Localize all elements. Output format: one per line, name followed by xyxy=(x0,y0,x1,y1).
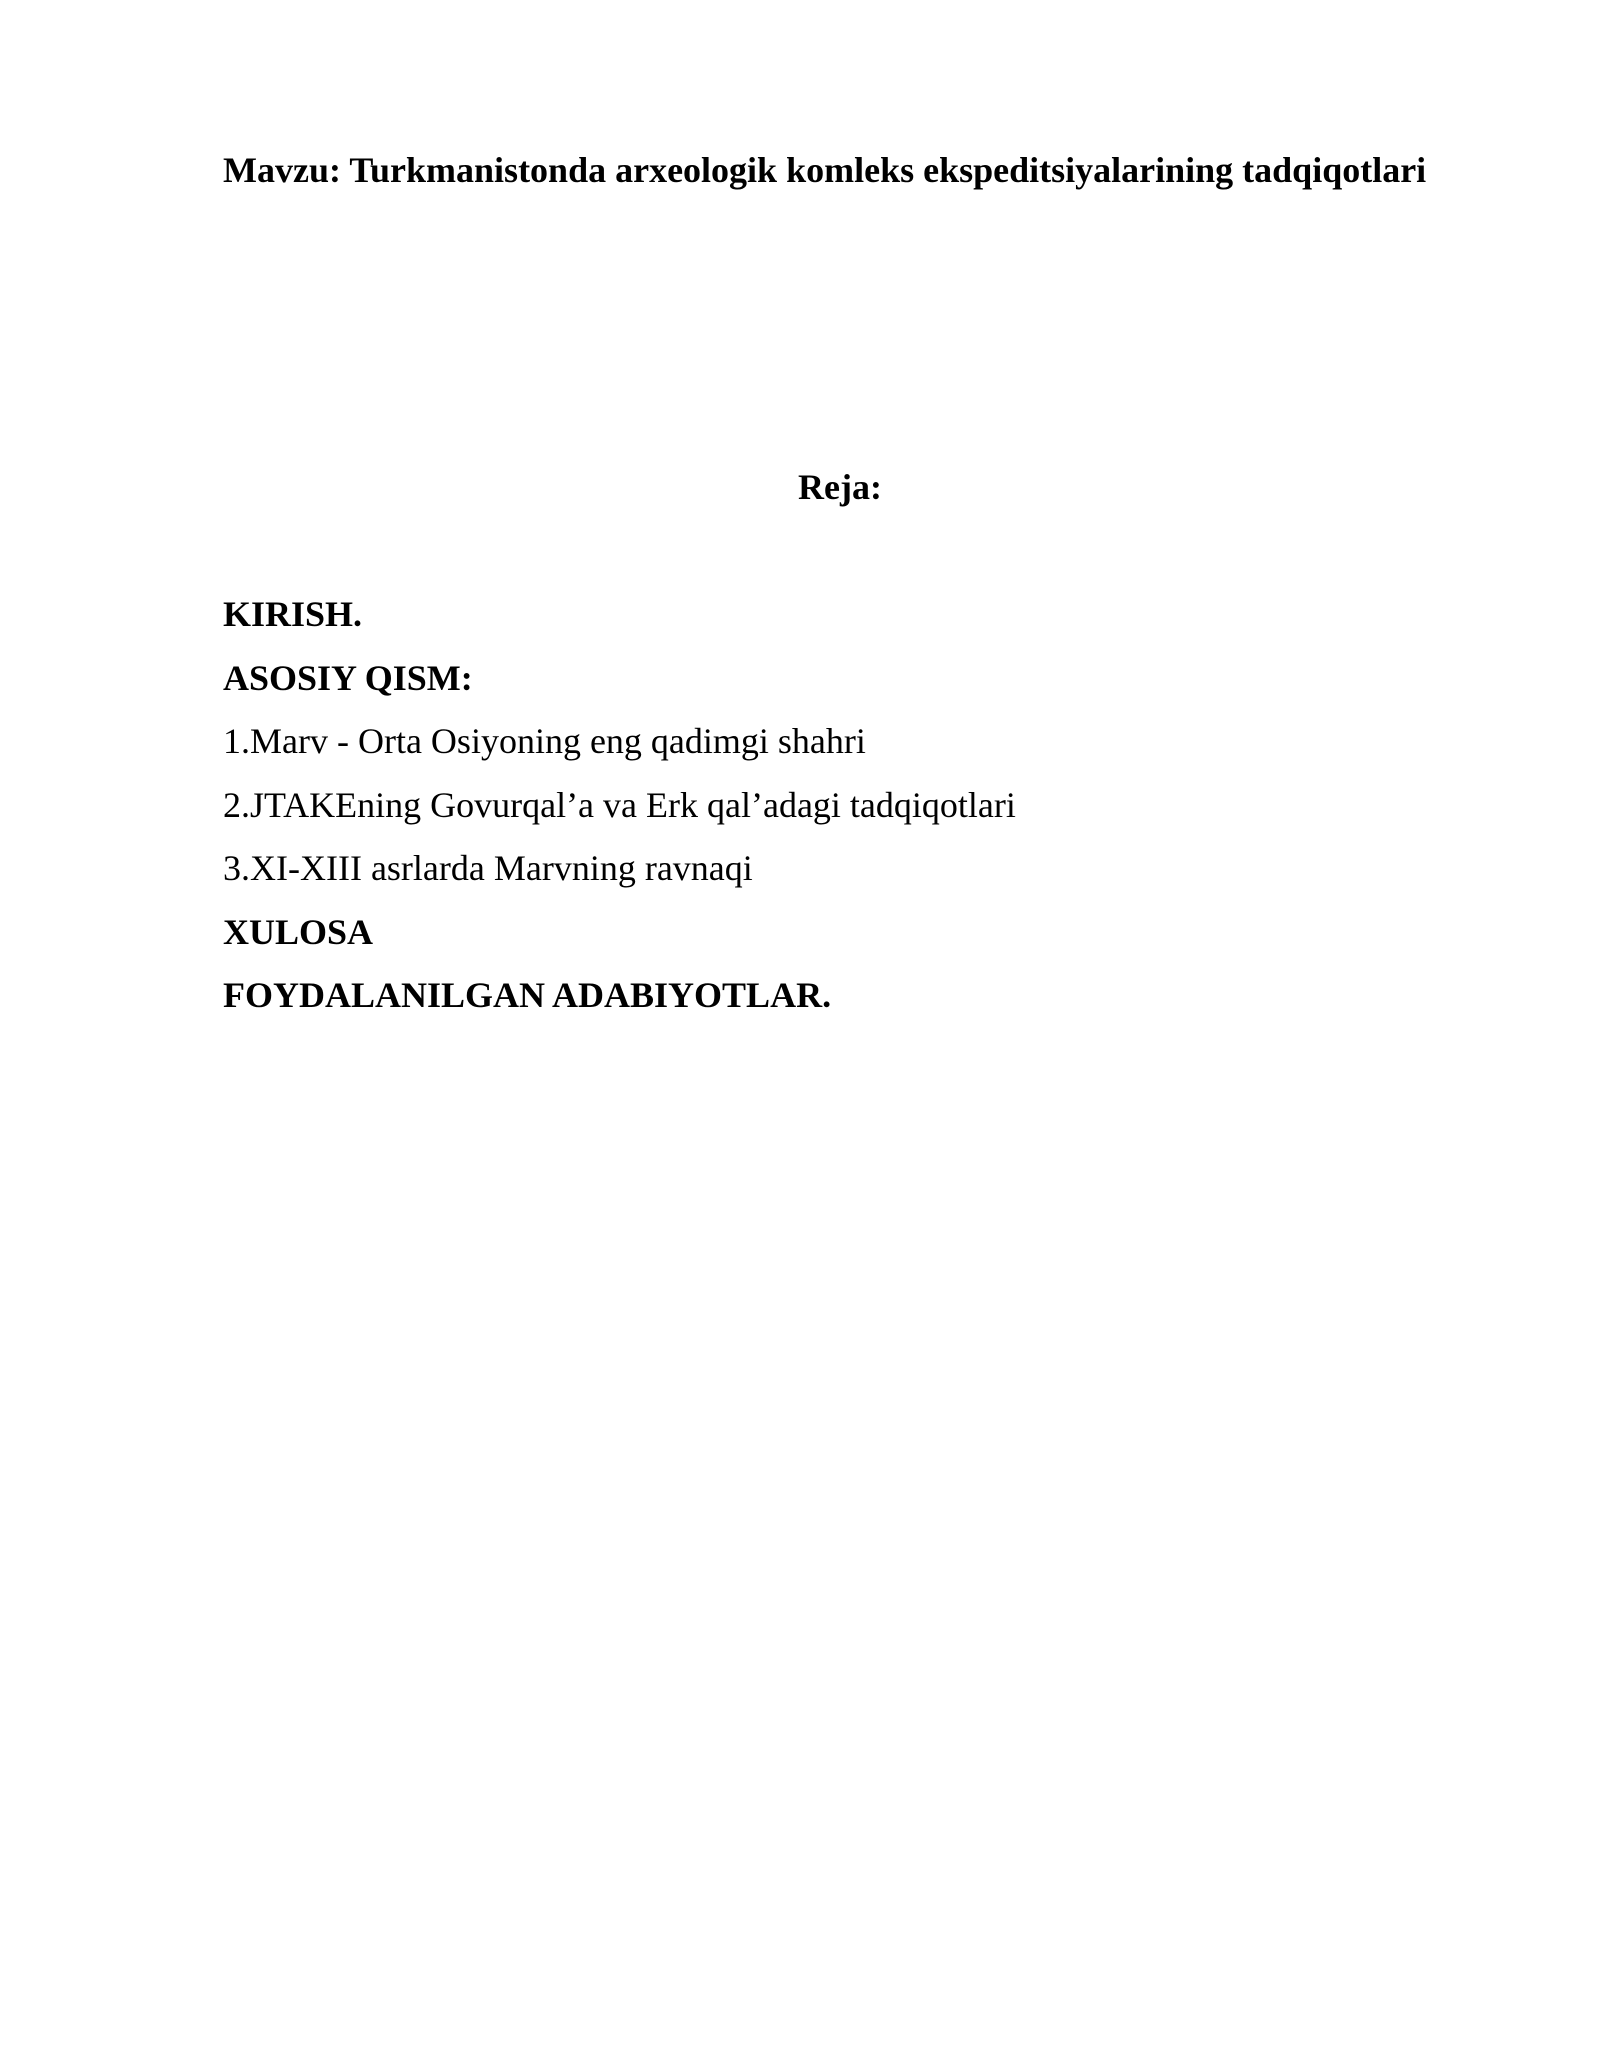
plan-item-introduction: KIRISH. xyxy=(223,594,363,634)
plan-item-2: 2.JTAKEning Govurqal’a va Erk qal’adagi tadqiqotlari xyxy=(223,784,1016,825)
plan-item-main-part: ASOSIY QISM: xyxy=(223,657,473,698)
plan-heading: Reja: xyxy=(798,467,882,507)
plan-item-3: 3.XI-XIII asrlarda Marvning ravnaqi xyxy=(223,848,753,888)
plan-item-1: 1.Marv - Orta Osiyoning eng qadimgi shahri xyxy=(223,721,866,761)
plan-item-references: FOYDALANILGAN ADABIYOTLAR. xyxy=(223,975,832,1015)
topic-title: Mavzu: Turkmanistonda arxeologik komleks ekspeditsiyalarining tadqiqotlari xyxy=(223,150,1427,190)
plan-list xyxy=(223,590,1016,1035)
plan-item-conclusion: XULOSA xyxy=(223,911,374,952)
